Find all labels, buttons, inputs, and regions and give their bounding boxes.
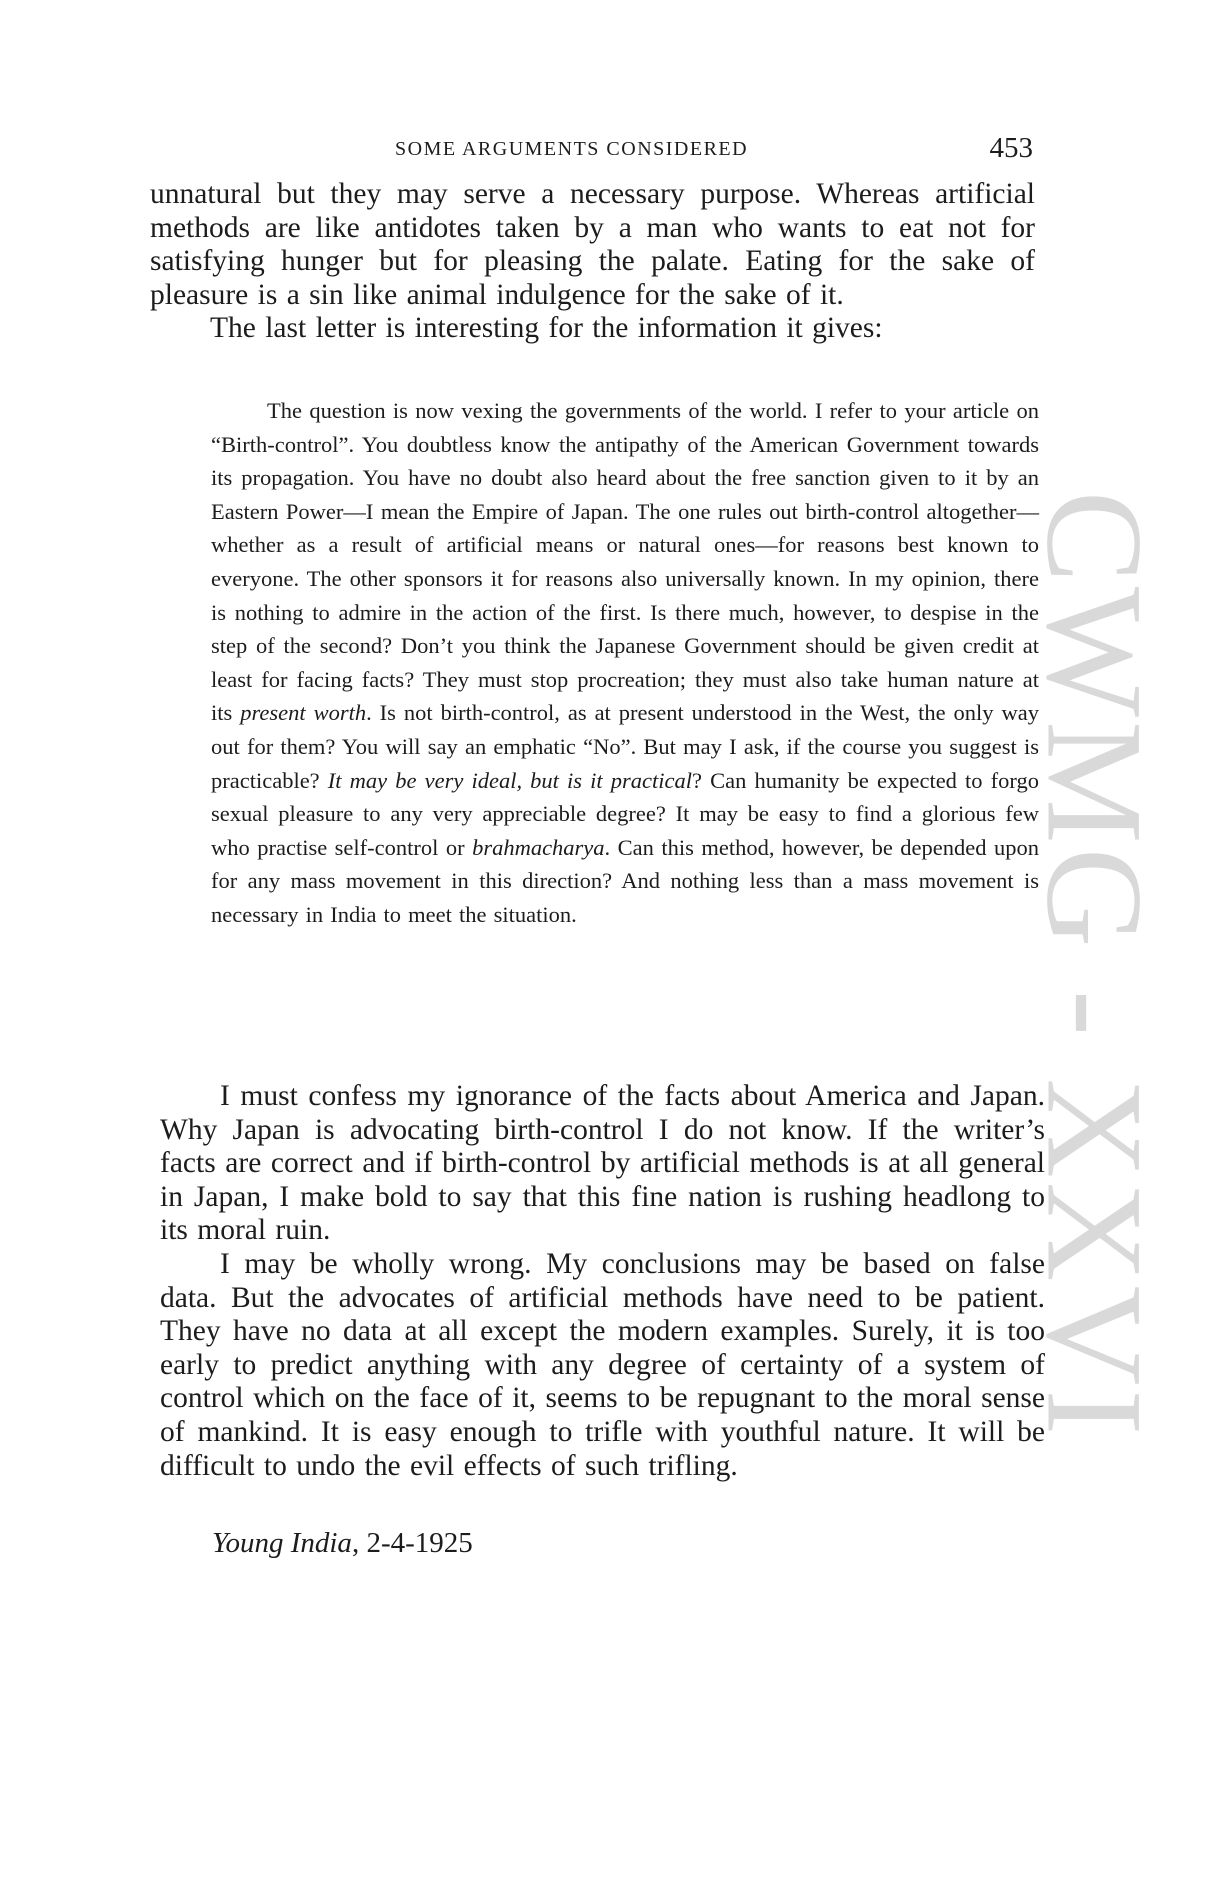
quote-emphasis: It may be very ideal, but is it practical: [327, 767, 693, 793]
reply-text: [160, 1080, 1045, 1483]
quote-text-segment: . Is not birth-control, as at present understood in the West, the only way out for them? You will say an emphatic “No”. But may I ask, if the course you suggest is practicable?: [211, 700, 1039, 793]
running-title: SOME ARGUMENTS CONSIDERED: [395, 138, 749, 160]
quote-emphasis: present worth: [240, 700, 367, 726]
running-head: [150, 132, 1035, 172]
quoted-letter: [211, 394, 1039, 932]
reply-paragraph: I may be wholly wrong. My conclusions may be based on false data. But the advocates of artificial methods have need to be patient. They have no data at all except the modern examples. Surely, it is too early to predict anything with any degree of certainty of a system of control which on the face of it, seems to be repugnant to the moral sense of mankind. It is easy enough to trifle with youthful nature. It will be difficult to undo the evil effects of such trifling.: [160, 1247, 1045, 1482]
citation-date: , 2-4-1925: [351, 1527, 473, 1559]
quote-text-segment: The question is now vexing the governments of the world. I refer to your article on “Birth-control”. You doubtless know the antipathy of the American Government towards its propagation. You have no doubt also heard about the free sanction given to it by an Eastern Power—I mean the Empire of Japan. The one rules out birth-control altogether—whether as a result of artificial means or natural ones—for reasons best known to everyone. The other sponsors it for reasons also universally known. In my opinion, there is nothing to admire in the action of the first. Is there much, however, to despise in the step of the second? Don’t you think the Japanese Government should be given credit at least for facing facts? They must stop procreation; they must also take human nature at its: [211, 398, 1039, 726]
page-number: 453: [989, 132, 1033, 164]
quote-text-segment: . Can this method, however, be depended upon for any mass movement in this direction? And nothing less than a mass movement is necessary in India to meet the situation.: [211, 834, 1039, 927]
citation-source: Young India: [212, 1527, 352, 1559]
source-citation: [212, 1527, 473, 1560]
intro-paragraph: unnatural but they may serve a necessary purpose. Whereas artificial methods are like antidotes taken by a man who wants to eat not for satisfying hunger but for pleasing the palate. Eating for the sake of pleasure is a sin like animal indulgence for the sake of it.: [150, 178, 1035, 311]
letter-introduction: The last letter is interesting for the information it gives:: [210, 312, 883, 345]
watermark-text: CWMG - XXVI: [1018, 490, 1172, 1440]
intro-text: [150, 178, 1035, 346]
quoted-letter-paragraph: [211, 394, 1039, 932]
reply-paragraph: I must confess my ignorance of the facts about America and Japan. Why Japan is advocating birth-control I do not know. If the writer’s facts are correct and if birth-control by artificial methods is at all general in Japan, I make bold to say that this fine nation is rushing headlong to its moral ruin.: [160, 1080, 1045, 1247]
quote-text-segment: ? Can humanity be expected to forgo sexual pleasure to any very appreciable degree? It may be easy to find a glorious few who practise self-control or: [211, 767, 1039, 860]
quote-emphasis: brahmacharya: [472, 834, 605, 860]
watermark: [1018, 440, 1172, 1490]
